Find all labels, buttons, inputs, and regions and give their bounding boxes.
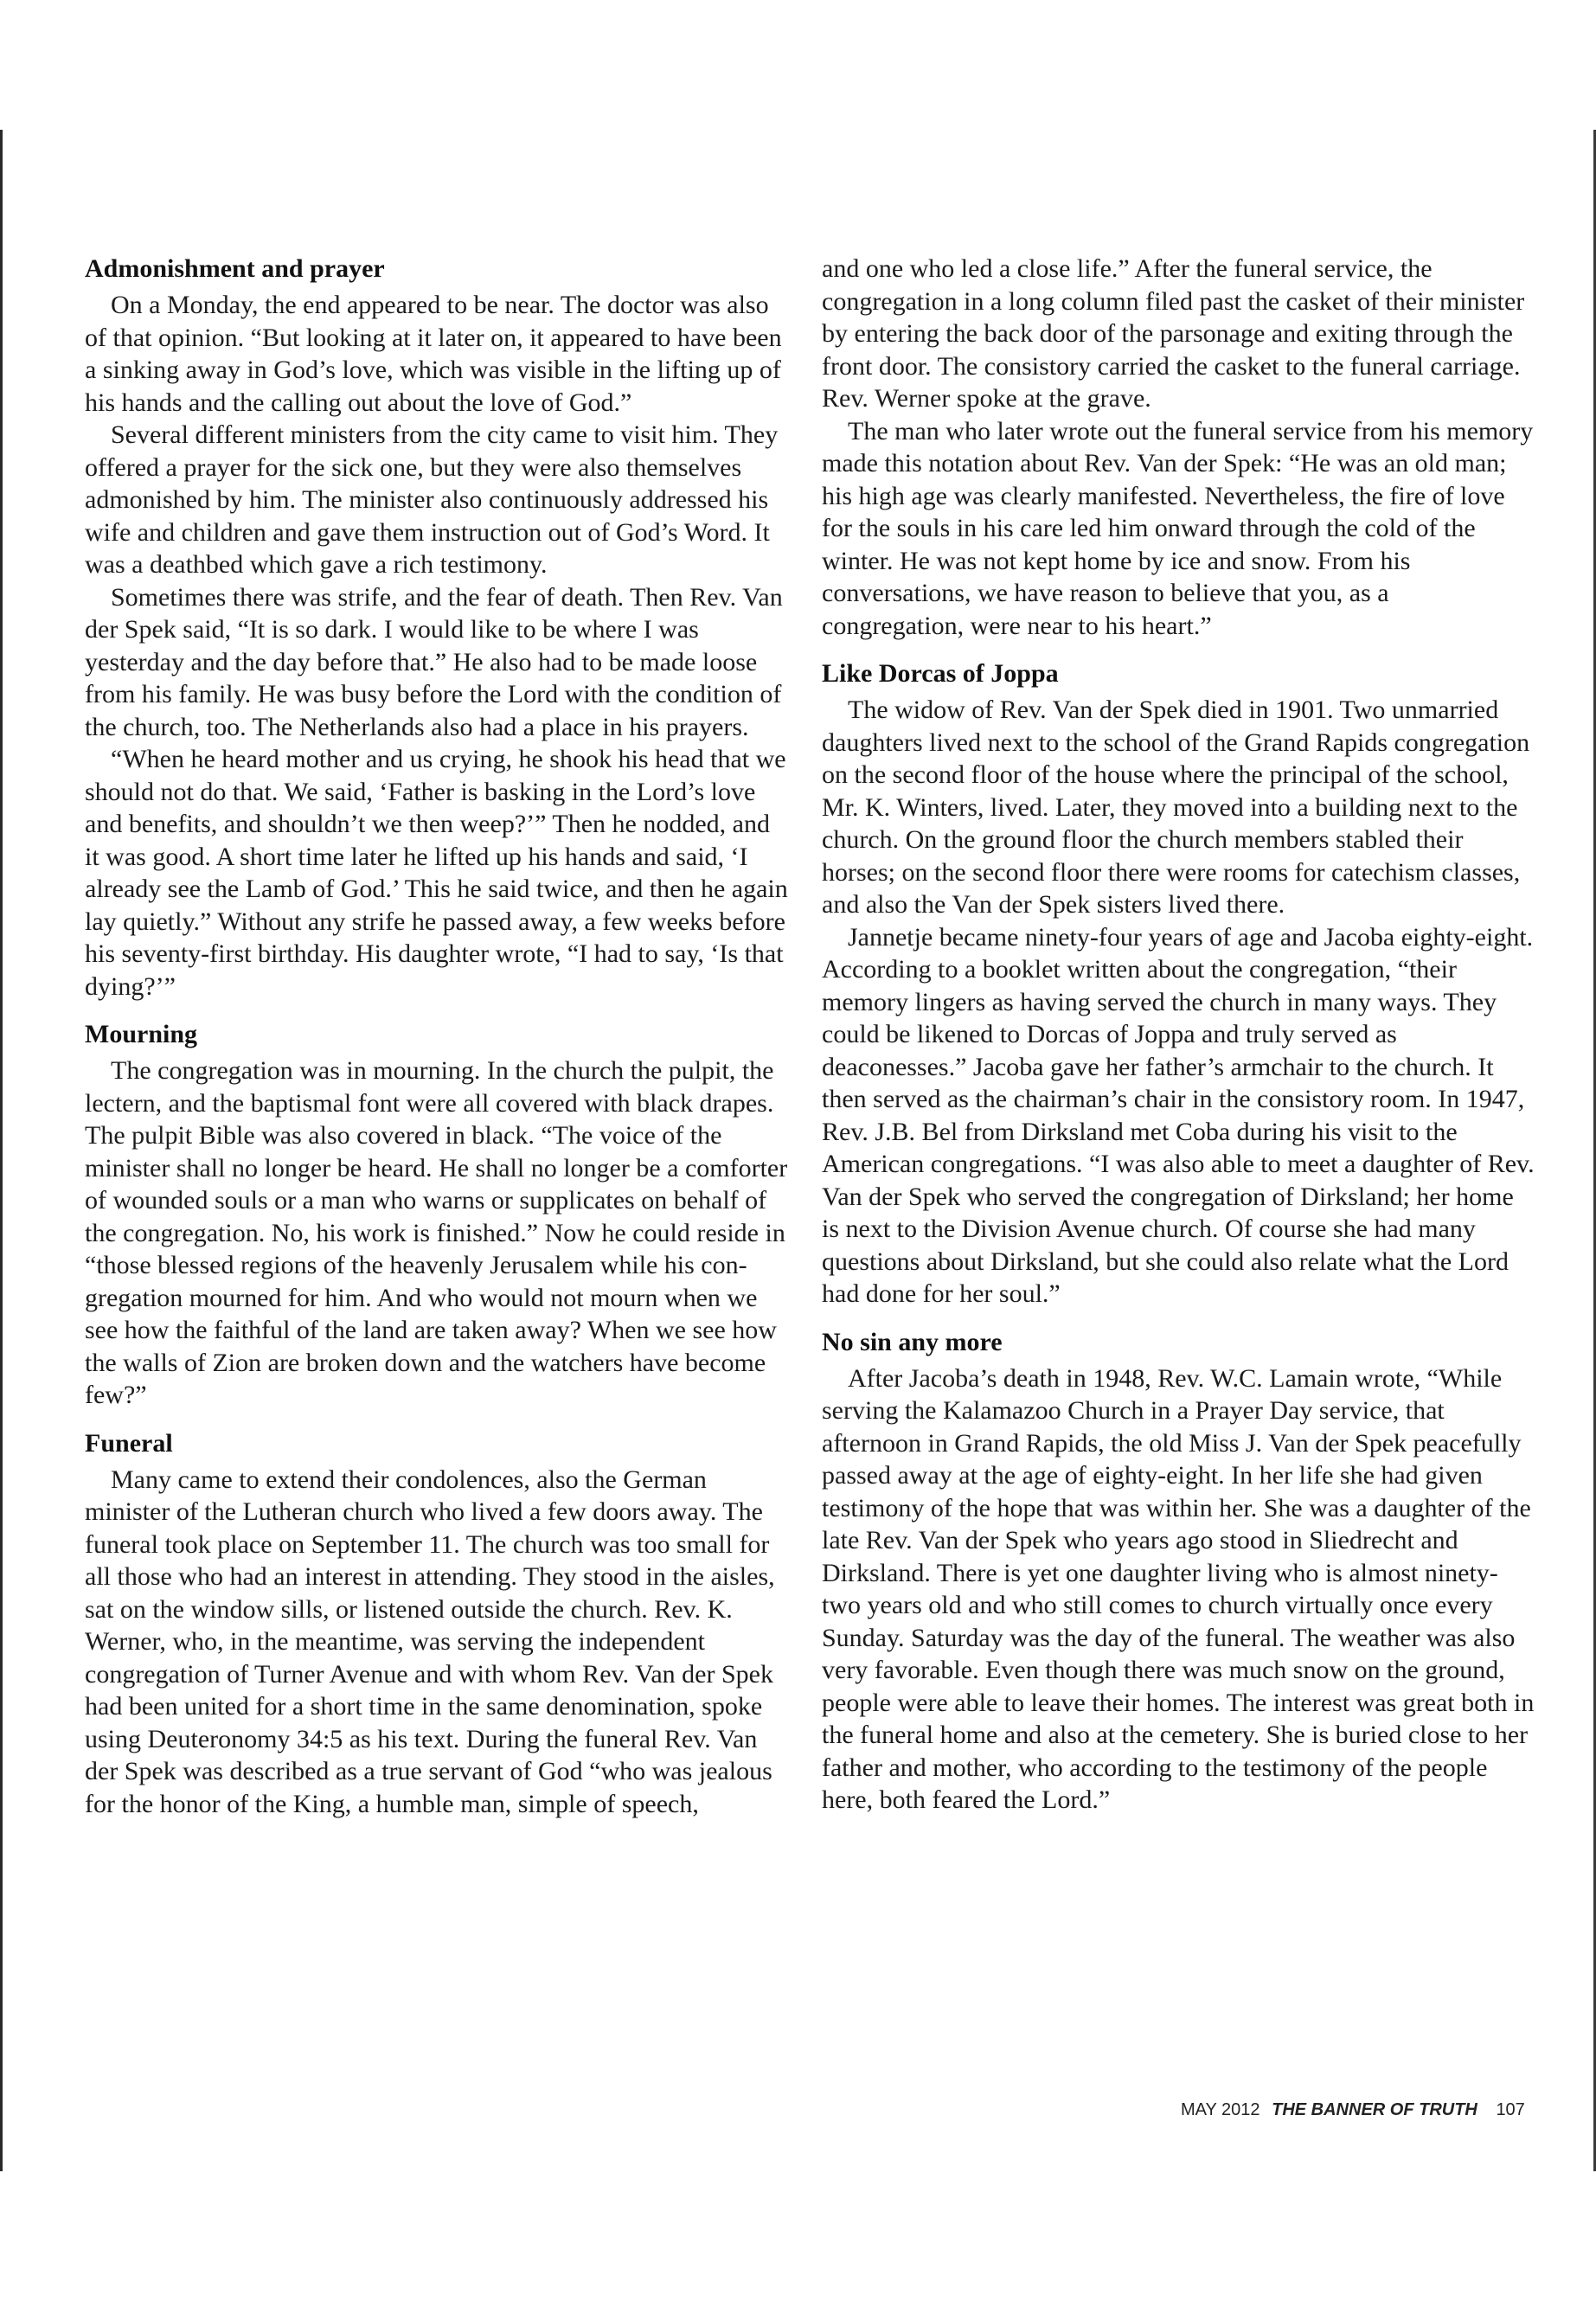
right-column	[822, 253, 1535, 1817]
footer-magazine-title: THE BANNER OF TRUTH	[1272, 2100, 1477, 2119]
paragraph: Jannetje became ninety-four years of age and Jacoba eighty-eight. According to a booklet written about the congregation, “their memory lingers as having served the church in many ways. They could be likened to Dorcas of Joppa and truly served as deaconesses.” Jacoba gave her father’s armchair to the church. It then served as the chairman’s chair in the consistory room. In 1947, Rev. J.B. Bel from Dirksland met Coba during his visit to the American congregations. “I was also able to meet a daughter of Rev. Van der Spek who served the congregation of Dirksland; her home is next to the Division Avenue church. Of course she had many questions about Dirksland, but she could also relate what the Lord had done for her soul.”	[822, 922, 1535, 1308]
section-heading-no-sin: No sin any more	[822, 1327, 1003, 1356]
paragraph: The man who later wrote out the funeral service from his memory made this notation about Rev. Van der Spek: “He was an old man; his high age was clearly manifested. Nevertheless, the fire of love for the souls in his care led him onward through the cold of the winter. He was not kept home by ice and snow. From his conversations, we have reason to believe that you, as a congregation, were near to his heart.”	[822, 416, 1534, 640]
paragraph: Many came to extend their condolences, also the German minister of the Lutheran church who lived a few doors away. The funeral took place on September 11. The church was too small for all those who had an interest in attending. They stood in the aisles, sat on the window sills, or listened outside the church. Rev. K. Werner, who, in the meantime, was serving the independent congregation of Turner Avenue and with whom Rev. Van der Spek had been united for a short time in the same denomination, spoke using Deuteronomy 34:5 as his text. During the funeral Rev. Van der Spek was described as a true servant of God “who was jealous for the honor of the King, a humble man, simple of speech,	[85, 1465, 775, 1818]
section-heading-funeral: Funeral	[85, 1428, 173, 1458]
paragraph: After Jacoba’s death in 1948, Rev. W.C. Lamain wrote, “While serving the Kalamazoo Church in a Prayer Day service, that afternoon in Grand Rapids, the old Miss J. Van der Spek peacefully passed away at the age of eighty-eight. In her life she had given testimony of the hope that was within her. She was a daughter of the late Rev. Van der Spek who years ago stood in Sliedrecht and Dirksland. There is yet one daughter living who is almost ninety-two years old and who still comes to church virtually once every Sunday. Saturday was the day of the funeral. The weather was also very favorable. Even though there was much snow on the ground, people were able to leave their homes. The interest was great both in the funeral home and also at the cemetery. She is buried close to her father and mother, who according to the testimony of the people here, both feared the Lord.”	[822, 1363, 1535, 1814]
paragraph-continued: and one who led a close life.” After the funeral service, the congregation in a long column filed past the casket of their minister by entering the back door of the parsonage and exiting through the front door. The consistory carried the casket to the funeral carriage. Rev. Werner spoke at the grave.	[822, 254, 1525, 413]
paragraph: Several different ministers from the city came to visit him. They offered a prayer for the sick one, but they were also themselves admonished by him. The minister also continuously addressed his wife and children and gave them instruction out of God’s Word. It was a deathbed which gave a rich testimony.	[85, 420, 779, 579]
paragraph: The widow of Rev. Van der Spek died in 1901. Two unmarried daughters lived next to the school of the Grand Rapids congregation on the second floor of the house where the principal of the school, Mr. K. Winters, lived. Later, they moved into a building next to the church. On the ground floor the church members stabled their horses; on the second floor there were rooms for catechism classes, and also the Van der Spek sisters lived there.	[822, 695, 1530, 919]
paragraph: “When he heard mother and us crying, he shook his head that we should not do that. We said, ‘Father is basking in the Lord’s love and benefits, and shouldn’t we then weep?’” Then he nodded, and it was good. A short time later he lifted up his hands and said, ‘I already see the Lamb of God.’ This he said twice, and then he again lay quietly.” Without any strife he passed away, a few weeks before his seventy-first birthday. His daughter wrote, “I had to say, ‘Is that dying?’”	[85, 745, 788, 1001]
paragraph: On a Monday, the end appeared to be near. The doctor was also of that opinion. “But looking at it later on, it appeared to have been a sinking away in God’s love, which was visible in the lifting up of his hands and the calling out about the love of God.”	[85, 291, 782, 417]
section-heading-mourning: Mourning	[85, 1020, 198, 1048]
page-edge-left	[0, 130, 3, 2171]
section-heading-admonishment: Admonishment and prayer	[85, 254, 385, 283]
left-column	[85, 253, 790, 1820]
paragraph: Sometimes there was strife, and the fear of death. Then Rev. Van der Spek said, “It is so dark. I would like to be where I was yesterday and the day before that.” He also had to be made loose from his family. He was busy before the Lord with the condition of the church, too. The Netherlands also had a place in his prayers.	[85, 582, 783, 741]
section-heading-dorcas: Like Dorcas of Joppa	[822, 659, 1059, 688]
footer-date: MAY 2012	[1181, 2100, 1260, 2119]
footer-page-number: 107	[1496, 2100, 1525, 2119]
page-footer	[1181, 2100, 1525, 2120]
paragraph: The congregation was in mourning. In the church the pulpit, the lectern, and the baptismal font were all covered with black drapes. The pulpit Bible was also covered in black. “The voice of the minister shall no longer be heard. He shall no longer be a comforter of wounded souls or a man who warns or supplicates on behalf of the congregation. No, his work is finished.” Now he could reside in “those blessed regions of the heavenly Jerusalem while his congregation mourned for him. And who would not mourn when we see how the faithful of the land are taken away? When we see how the walls of Zion are broken down and the watchers have become few?”	[85, 1056, 788, 1409]
